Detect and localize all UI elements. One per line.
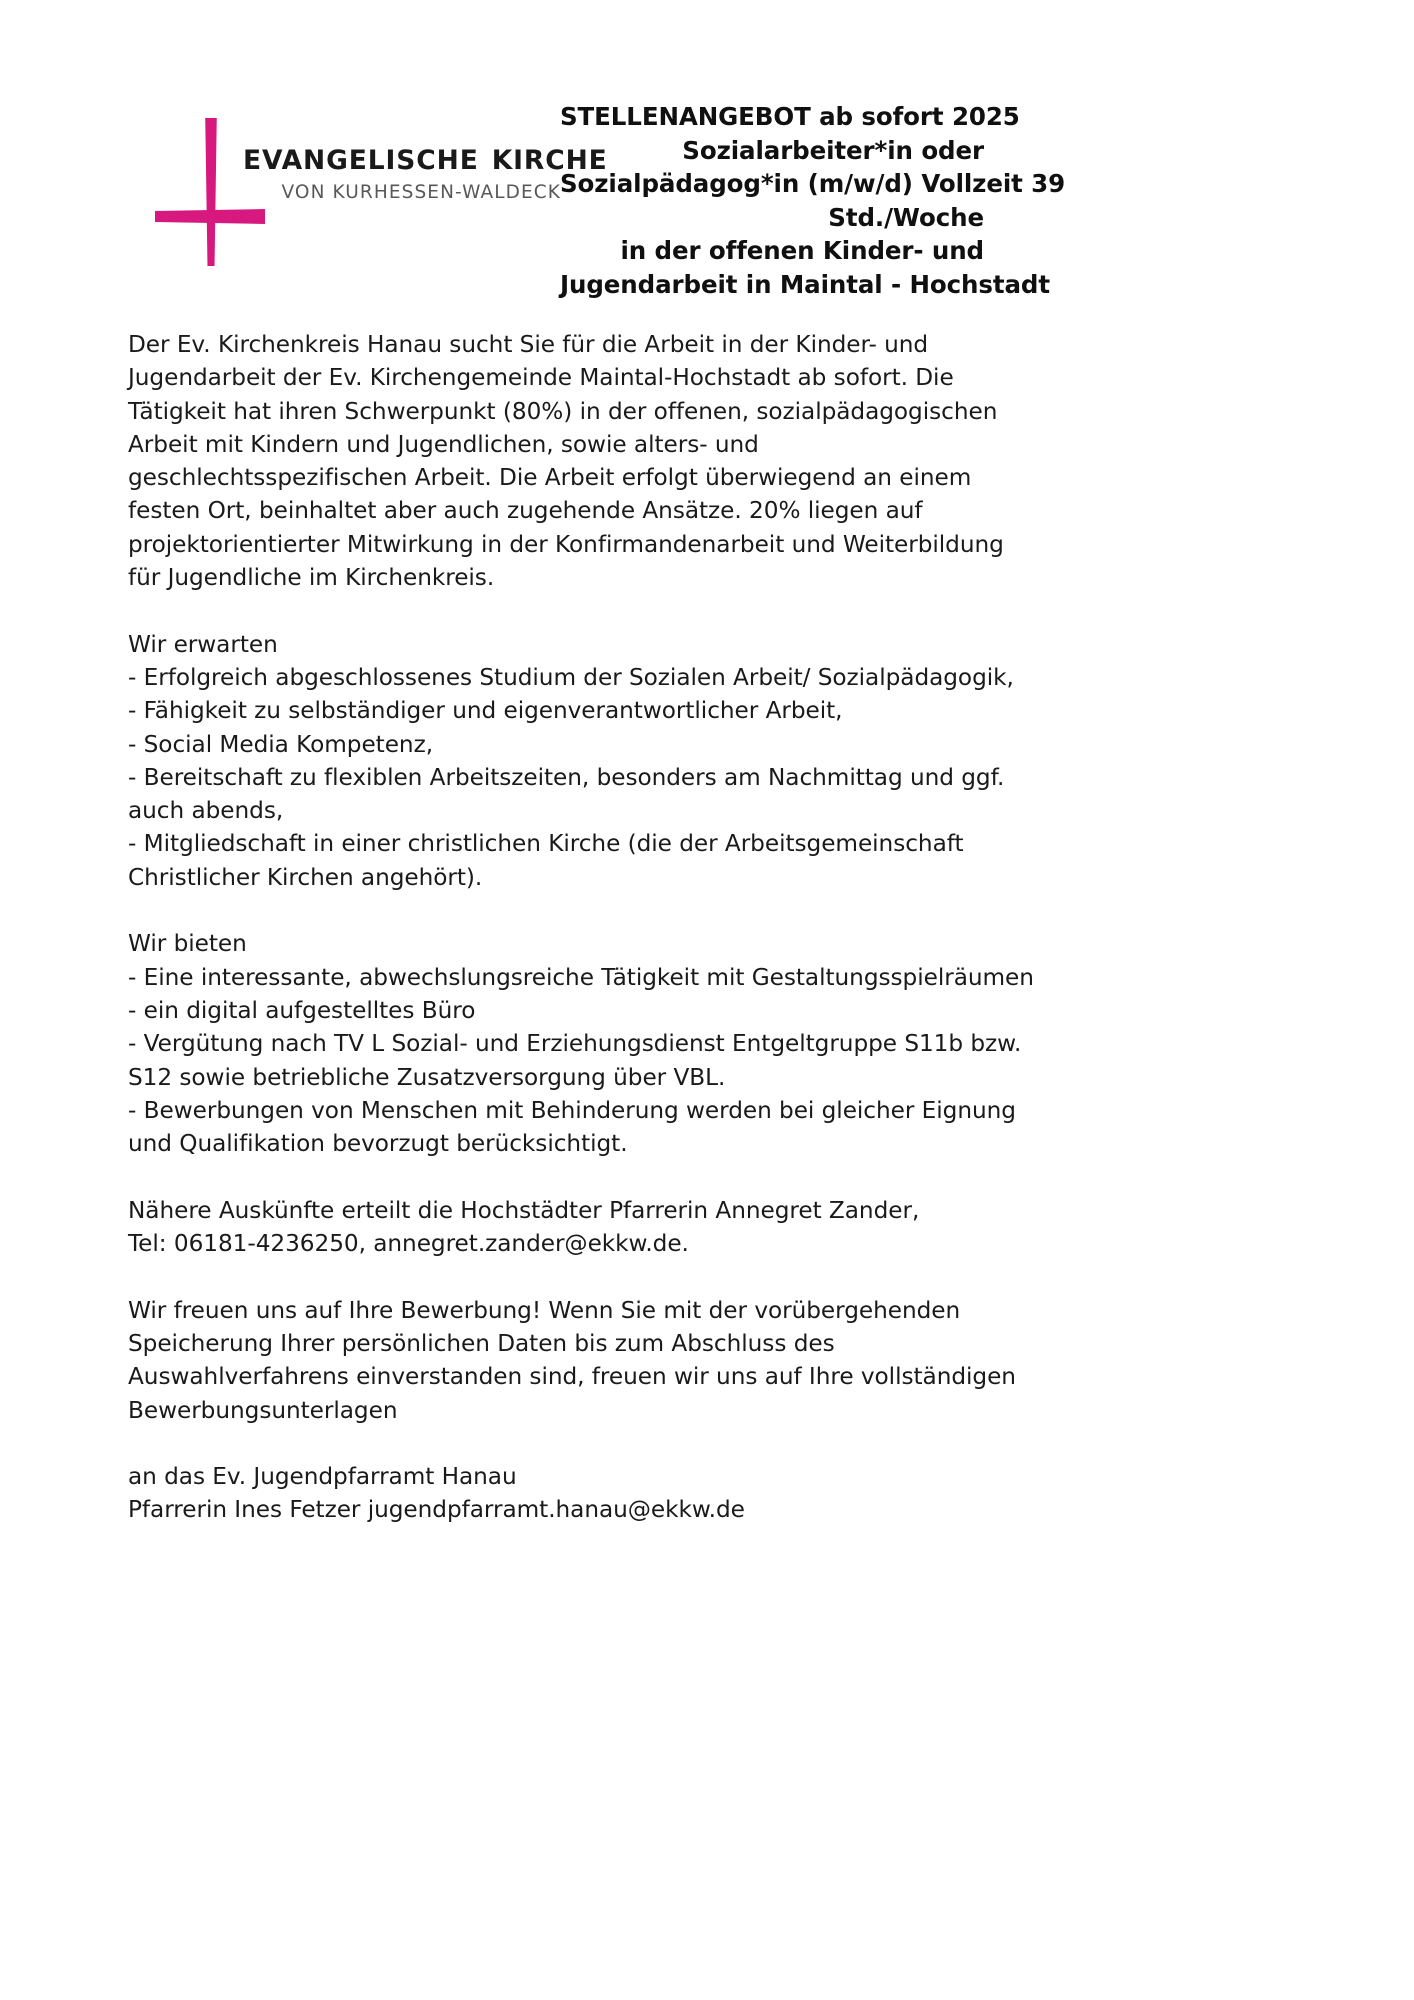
offer-heading: Wir bieten (128, 930, 247, 958)
paragraph-line: Tätigkeit hat ihren Schwerpunkt (80%) in der offenen, sozialpädagogischen (128, 397, 998, 425)
offer-item-continuation: S12 sowie betriebliche Zusatzversorgung über VBL. (128, 1063, 726, 1091)
headline-line-4: Std./Woche (828, 202, 984, 232)
headline-line-6: Jugendarbeit in Maintal - Hochstadt (560, 269, 1050, 299)
expectations-item: - Fähigkeit zu selbständiger und eigenverantwortlicher Arbeit, (128, 697, 843, 725)
contact-details-line: Tel: 06181-4236250, annegret.zander@ekkw.de. (128, 1230, 689, 1258)
paragraph-line: für Jugendliche im Kirchenkreis. (128, 564, 495, 592)
offer-item: - Vergütung nach TV L Sozial- und Erziehungsdienst Entgeltgruppe S11b bzw. (128, 1030, 1022, 1058)
headline-line-3: Sozialpädagog*in (m/w/d) Vollzeit 39 (560, 169, 1066, 198)
expectations-item-continuation: Christlicher Kirchen angehört). (128, 863, 483, 891)
paragraph-line: projektorientierter Mitwirkung in der Konfirmandenarbeit und Weiterbildung (128, 530, 1004, 558)
intro-paragraph (128, 328, 1008, 594)
expectations-item: - Erfolgreich abgeschlossenes Studium der Sozialen Arbeit/ Sozialpädagogik, (128, 663, 1014, 691)
cross-vertical-bar (203, 118, 219, 266)
logo-primary-line (243, 145, 608, 177)
logo-word-kirche: KIRCHE (491, 145, 608, 177)
address-paragraph (128, 1460, 1008, 1527)
paragraph-line: festen Ort, beinhaltet aber auch zugehende Ansätze. 20% liegen auf (128, 497, 923, 525)
job-description-body (128, 328, 1034, 1527)
paragraph-line: geschlechtsspezifischen Arbeit. Die Arbeit erfolgt überwiegend an einem (128, 464, 972, 492)
paragraph-line: Arbeit mit Kindern und Jugendlichen, sowie alters- und (128, 430, 759, 458)
logo-wordmark (243, 145, 608, 203)
expectations-paragraph (128, 628, 1014, 894)
headline-line-5: in der offenen Kinder- und (620, 236, 984, 265)
address-email-line: Pfarrerin Ines Fetzer jugendpfarramt.hanau@ekkw.de (128, 1496, 745, 1524)
paragraph-line: Speicherung Ihrer persönlichen Daten bis zum Abschluss des (128, 1329, 835, 1357)
paragraph-line: Wir freuen uns auf Ihre Bewerbung! Wenn Sie mit der vorübergehenden (128, 1296, 961, 1324)
offer-paragraph (128, 927, 1034, 1160)
paragraph-line: Bewerbungsunterlagen (128, 1396, 398, 1424)
headline-line-1: STELLENANGEBOT ab sofort 2025 (560, 102, 1020, 131)
expectations-heading: Wir erwarten (128, 630, 278, 658)
job-headline (560, 100, 1066, 301)
paragraph-line: Auswahlverfahrens einverstanden sind, freuen wir uns auf Ihre vollständigen (128, 1363, 1016, 1391)
logo-word-evangelische: EVANGELISCHE (243, 145, 479, 177)
offer-item: - Eine interessante, abwechslungsreiche Tätigkeit mit Gestaltungsspielräumen (128, 963, 1034, 991)
offer-item: - ein digital aufgestelltes Büro (128, 996, 476, 1024)
expectations-item: - Bereitschaft zu flexiblen Arbeitszeiten, besonders am Nachmittag und ggf. (128, 763, 1005, 791)
contact-paragraph (128, 1194, 1008, 1261)
offer-item-continuation: und Qualifikation bevorzugt berücksichtigt. (128, 1130, 628, 1158)
paragraph-line: Der Ev. Kirchenkreis Hanau sucht Sie für die Arbeit in der Kinder- und (128, 331, 929, 358)
expectations-item: - Social Media Kompetenz, (128, 730, 434, 758)
cross-horizontal-bar (155, 208, 265, 225)
offer-item: - Bewerbungen von Menschen mit Behinderung werden bei gleicher Eignung (128, 1096, 1016, 1124)
headline-line-2: Sozialarbeiter*in oder (682, 135, 984, 165)
expectations-item-continuation: auch abends, (128, 797, 284, 825)
organization-logo (155, 110, 608, 270)
expectations-item: - Mitgliedschaft in einer christlichen Kirche (die der Arbeitsgemeinschaft (128, 830, 964, 858)
application-paragraph (128, 1294, 1016, 1427)
logo-secondary-line: VON KURHESSEN-WALDECK (281, 182, 561, 203)
contact-person-line: Nähere Auskünfte erteilt die Hochstädter Pfarrerin Annegret Zander, (128, 1196, 920, 1224)
address-line: an das Ev. Jugendpfarramt Hanau (128, 1463, 517, 1491)
paragraph-line: Jugendarbeit der Ev. Kirchengemeinde Maintal-Hochstadt ab sofort. Die (128, 364, 954, 392)
